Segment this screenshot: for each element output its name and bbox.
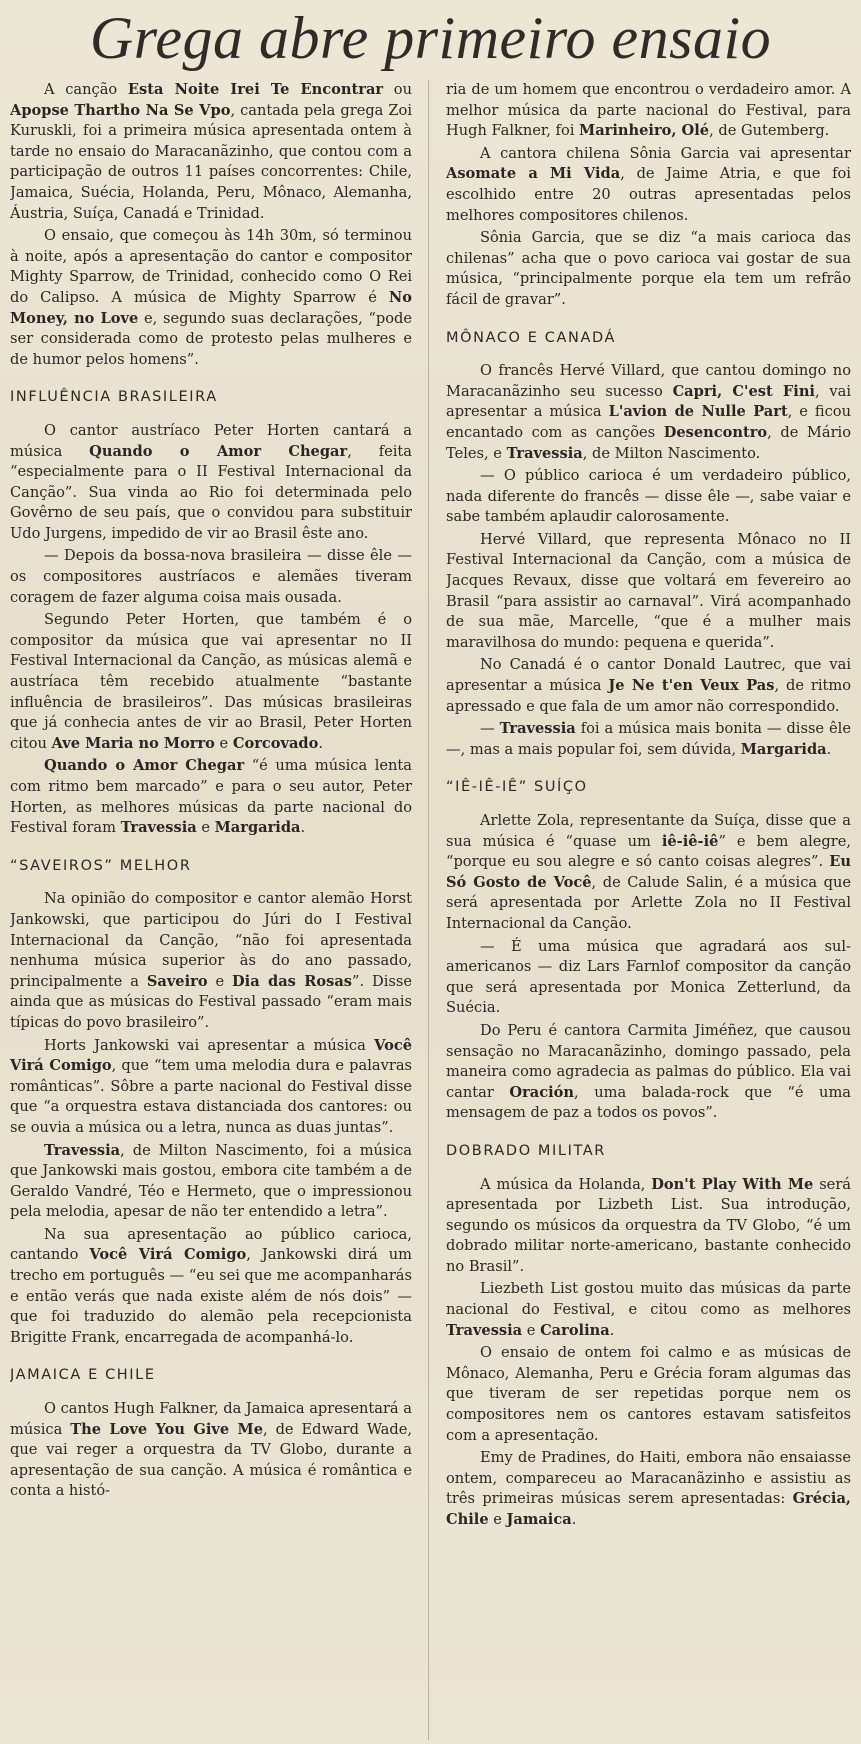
article-paragraph: [10, 546, 412, 608]
body-text: e, segundo suas declarações, “pode ser considerada como de protesto pelas mulheres e de humor pelos homens”.: [10, 309, 412, 368]
article-paragraph: [10, 421, 412, 545]
bold-title-text: Você Virá Comigo: [10, 1036, 412, 1075]
body-text: , feita “especialmente para o II Festival Internacional da Canção”. Sua vinda ao Rio foi determinada pelo Govêrno de seu país, que o convidou para substituir Udo Jurgens, impedido de vir ao Brasil êste ano.: [10, 442, 412, 542]
article-paragraph: [446, 937, 851, 1019]
article-paragraph: [10, 756, 412, 838]
body-text: e: [488, 1511, 507, 1528]
article-paragraph: [446, 1021, 851, 1124]
article-paragraph: [446, 1279, 851, 1341]
body-text: , de Edward Wade, que vai reger a orquestra da TV Globo, durante a apresentação de sua canção. A música é romântica e conta a histó-: [10, 1420, 412, 1500]
body-text: O francês Hervé Villard, que cantou domingo no Maracanãzinho seu sucesso: [446, 362, 851, 400]
body-text: A música da Holanda,: [480, 1175, 652, 1193]
bold-title-text: Don't Play With Me: [651, 1175, 814, 1193]
bold-title-text: Marinheiro, Olé: [579, 122, 710, 140]
body-text: Horts Jankowski vai apresentar a música: [44, 1036, 375, 1054]
body-text: Do Peru é cantora Carmita Jiméñez, que causou sensação no Maracanãzinho, domingo passado, pela maneira como agradecia as palmas do público. Ela vai cantar: [446, 1021, 851, 1101]
body-text: , vai apresentar a música: [446, 382, 851, 421]
body-text: .: [571, 1511, 577, 1528]
bold-title-text: iê-iê-iê: [661, 832, 719, 850]
bold-title-text: Desencontro: [663, 423, 768, 441]
bold-title-text: Ave Maria no Morro: [51, 734, 215, 752]
article-paragraph: [446, 144, 851, 226]
body-text: ria de um homem que encontrou o verdadeiro amor. A melhor música da parte nacional do Festival, para Hugh Falkner, foi: [446, 81, 851, 140]
article-paragraph: [10, 80, 412, 224]
column-divider: [428, 80, 429, 1740]
body-text: , e ficou encantado com as canções: [446, 403, 851, 441]
section-heading: INFLUÊNCIA BRASILEIRA: [10, 389, 218, 406]
body-text: .: [826, 740, 832, 758]
body-text: A cantora chilena Sônia Garcia vai apresentar: [480, 144, 851, 162]
article-paragraph: [10, 1036, 412, 1139]
section-heading: “SAVEIROS” MELHOR: [10, 857, 192, 874]
bold-title-text: L'avion de Nulle Part: [608, 403, 788, 421]
body-text: foi a música mais bonita — disse êle —, mas a mais popular foi, sem dúvida,: [446, 720, 851, 758]
bold-title-text: Asomate a Mi Vida: [446, 165, 621, 183]
article-paragraph: [10, 610, 412, 754]
body-text: , de Milton Nascimento, foi a música que Jankowski mais gostou, embora cite também a de Geraldo Vandré, Téo e Hermeto, que o impressionou pela melodia, apesar de não ter entendido a letra”.: [10, 1141, 412, 1221]
bold-title-text: Capri, C'est Fini: [672, 382, 815, 400]
section-heading: DOBRADO MILITAR: [446, 1142, 606, 1159]
bold-title-text: Oración: [509, 1083, 575, 1101]
body-text: , de Jaime Atria, e que foi escolhido entre 20 outras apresentadas pelos melhores compositores chilenos.: [446, 165, 851, 224]
body-text: , uma balada-rock que “é uma mensagem de paz a todos os povos”.: [446, 1083, 851, 1122]
body-text: e: [196, 819, 215, 837]
body-text: Emy de Pradines, do Haiti, embora não ensaiasse ontem, compareceu ao Maracanãzinho e assistiu as três primeiras músicas serem apresentadas:: [446, 1449, 851, 1508]
body-text: Arlette Zola, representante da Suíça, disse que a sua música é “quase um: [446, 812, 851, 850]
body-text: Na sua apresentação ao público carioca, cantando: [10, 1225, 412, 1264]
body-text: — Depois da bossa-nova brasileira — disse êle — os compositores austríacos e alemães tiveram coragem de fazer alguma coisa mais ousada.: [10, 547, 412, 606]
bold-title-text: Grécia, Chile: [446, 1490, 851, 1528]
body-text: O cantor austríaco Peter Horten cantará a música: [10, 421, 412, 460]
body-text: No Canadá é o cantor Donald Lautrec, que vai apresentar a música: [446, 656, 851, 695]
bold-title-text: Quando o Amor Chegar: [89, 442, 348, 460]
section-heading: “IÊ-IÊ-IÊ” SUÍÇO: [446, 779, 588, 796]
bold-title-text: Je Ne t'en Veux Pas: [608, 677, 775, 695]
body-text: , de Gutemberg.: [709, 122, 830, 140]
bold-title-text: Travessia: [506, 444, 583, 462]
article-paragraph: [446, 811, 851, 935]
body-text: ou: [383, 81, 412, 98]
body-text: —: [480, 720, 500, 738]
bold-title-text: Margarida: [740, 740, 827, 758]
bold-title-text: Saveiro: [146, 972, 208, 990]
article-paragraph: [446, 80, 851, 142]
body-text: O cantos Hugh Falkner, da Jamaica apresentará a música: [10, 1400, 412, 1438]
article-paragraph: [446, 655, 851, 717]
article-column-left: [10, 80, 412, 1740]
article-paragraph: [446, 228, 851, 310]
body-text: .: [609, 1321, 615, 1339]
bold-title-text: Dia das Rosas: [232, 972, 352, 990]
section-heading: MÔNACO E CANADÁ: [446, 329, 616, 346]
article-paragraph: [446, 1175, 851, 1278]
bold-title-text: Corcovado: [232, 734, 319, 752]
body-text: .: [318, 734, 324, 752]
article-paragraph: [10, 1399, 412, 1502]
bold-title-text: Travessia: [44, 1141, 121, 1159]
body-text: , de Mário Teles, e: [446, 423, 851, 462]
body-text: , de ritmo apressado e que fala de um amor não correspondido.: [446, 677, 851, 715]
body-text: Segundo Peter Horten, que também é o compositor da música que vai apresentar no II Festival Internacional da Canção, as músicas alemã e austríaca têm recebido atualmente “bastante influência de brasileiros”. Das músicas brasileiras que já conhecia antes de vir ao Brasil, Peter Horten citou: [10, 611, 412, 752]
section-heading: JAMAICA E CHILE: [10, 1367, 156, 1384]
bold-title-text: No Money, no Love: [10, 288, 412, 327]
body-text: , cantada pela grega Zoi Kuruskli, foi a primeira música apresentada ontem à tarde no ensaio do Maracanãzinho, que contou com a participação de outros 11 países concorrentes: Chile, Jamaica, Suécia, Holanda, Peru, Mônaco, Alemanha, Áustria, Suíça, Canadá e Trinidad.: [10, 101, 412, 222]
body-text: e: [522, 1321, 541, 1339]
body-text: “é uma música lenta com ritmo bem marcado” e para o seu autor, Peter Horten, as melhores músicas da parte nacional do Festival foram: [10, 757, 412, 837]
body-text: ”. Disse ainda que as músicas do Festival passado “eram mais típicas do povo brasileiro”.: [10, 972, 412, 1031]
article-paragraph: [10, 889, 412, 1033]
article-paragraph: [446, 530, 851, 654]
body-text: Liezbeth List gostou muito das músicas da parte nacional do Festival, e citou como as melhores: [446, 1280, 851, 1319]
body-text: , Jankowski dirá um trecho em português — “eu sei que me acompanharás e então verás que nada existe além de nós dois” — que foi traduzido do alemão pela recepcionista Brigitte Frank, encarregada de acompanhá-lo.: [10, 1246, 412, 1346]
bold-title-text: Travessia: [446, 1321, 523, 1339]
article-column-right: [446, 80, 851, 1740]
body-text: , que “tem uma melodia dura e palavras românticas”. Sôbre a parte nacional do Festival disse que “a orquestra estava distanciada dos cantores: ou se ouvia a música ou a letra, nunca as duas juntas”.: [10, 1057, 412, 1136]
headline: Grega abre primeiro ensaio: [89, 5, 772, 71]
body-text: será apresentada por Lizbeth List. Sua introdução, segundo os músicos da orquestra da TV Globo, “é um dobrado militar norte-americano, bastante conhecido no Brasil”.: [446, 1175, 851, 1275]
body-text: e: [207, 972, 233, 990]
bold-title-text: Travessia: [120, 819, 197, 837]
bold-title-text: Quando o Amor Chegar: [44, 757, 245, 775]
bold-title-text: Jamaica: [506, 1511, 572, 1528]
body-text: ” e bem alegre, “porque eu sou alegre e só canto coisas alegres”.: [446, 832, 851, 871]
body-text: , de Milton Nascimento.: [582, 444, 761, 462]
article-paragraph: [446, 361, 851, 464]
article-paragraph: [446, 1448, 851, 1530]
body-text: e: [214, 734, 233, 752]
article-paragraph: [446, 466, 851, 528]
bold-title-text: Você Virá Comigo: [89, 1246, 247, 1264]
body-text: — O público carioca é um verdadeiro público, nada diferente do francês — disse êle —, sabe vaiar e sabe também aplaudir calorosamente.: [446, 467, 851, 526]
bold-title-text: The Love You Give Me: [70, 1420, 263, 1438]
body-text: Hervé Villard, que representa Mônaco no II Festival Internacional da Canção, com a música de Jacques Revaux, disse que voltará em fevereiro ao Brasil “para assistir ao carnaval”. Virá acompanhado de sua mãe, Marcelle, “que é a mulher mais maravilhosa do mundo: pequena e querida”.: [446, 530, 851, 651]
article-paragraph: [446, 719, 851, 760]
body-text: O ensaio de ontem foi calmo e as músicas de Mônaco, Alemanha, Peru e Grécia foram algumas das que tiveram de ser repetidas porque nem os compositores nem os cantores estavam satisfeitos com a apresentação.: [446, 1344, 851, 1444]
body-text: Na opinião do compositor e cantor alemão Horst Jankowski, que participou do Júri do I Festival Internacional da Canção, “não foi apresentada nenhuma música superior às do ano passado, principalmente a: [10, 890, 412, 990]
body-text: O ensaio, que começou às 14h 30m, só terminou à noite, após a apresentação do cantor e compositor Mighty Sparrow, de Trinidad, conhecido como O Rei do Calipso. A música de Mighty Sparrow é: [10, 227, 412, 306]
article-paragraph: [446, 1343, 851, 1446]
bold-title-text: Travessia: [499, 720, 576, 738]
body-text: — É uma música que agradará aos sul-americanos — diz Lars Farnlof compositor da canção que será apresentada por Monica Zetterlund, da Suécia.: [446, 937, 851, 1017]
body-text: , de Calude Salin, é a música que será apresentada por Arlette Zola no II Festival Internacional da Canção.: [446, 873, 851, 932]
article-paragraph: [10, 1141, 412, 1223]
article-paragraph: [10, 1225, 412, 1349]
bold-title-text: Margarida: [214, 819, 301, 837]
body-text: Sônia Garcia, que se diz “a mais carioca das chilenas” acha que o povo carioca vai gostar de sua música, “principalmente porque ela tem um refrão fácil de gravar”.: [446, 229, 851, 308]
body-text: A canção: [44, 81, 128, 98]
bold-title-text: Carolina: [540, 1321, 610, 1339]
bold-title-text: Apopse Thartho Na Se Vpo: [10, 101, 231, 119]
bold-title-text: Eu Só Gosto de Você: [446, 853, 851, 891]
article-paragraph: [10, 226, 412, 370]
bold-title-text: Esta Noite Irei Te Encontrar: [127, 81, 384, 98]
body-text: .: [300, 819, 306, 837]
